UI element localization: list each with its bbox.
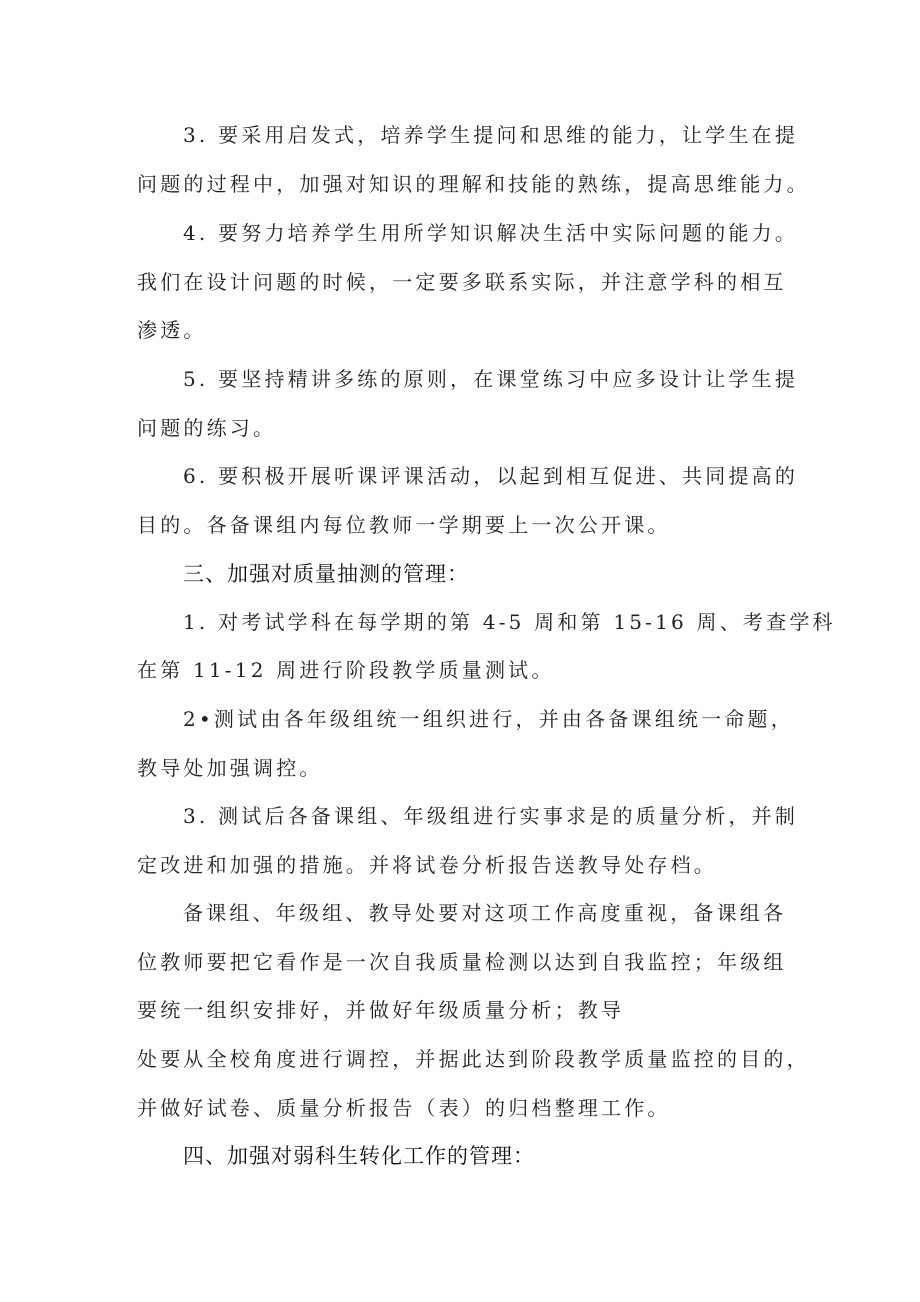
item-2-line-1: 2•测试由各年级组统一组织进行，并由各备课组统一命题， [183, 707, 794, 731]
item-2-line-2: 教导处加强调控。 [137, 756, 323, 780]
paragraph-5-line-2: 问题的练习。 [137, 416, 277, 440]
paragraph-5-line-1: 5. 要坚持精讲多练的原则，在课堂练习中应多设计让学生提 [183, 367, 799, 391]
section-heading-4: 四、加强对弱科生转化工作的管理： [183, 1144, 535, 1168]
summary-line-3: 要统一组织安排好，并做好年级质量分析；教导 [137, 998, 625, 1022]
summary-line-5: 并做好试卷、质量分析报告（表）的归档整理工作。 [137, 1096, 671, 1120]
paragraph-6-line-2: 目的。各备课组内每位教师一学期要上一次公开课。 [137, 513, 671, 537]
paragraph-4-line-1: 4. 要努力培养学生用所学知识解决生活中实际问题的能力。 [183, 221, 799, 245]
summary-line-4: 处要从全校角度进行调控，并据此达到阶段教学质量监控的目的， [137, 1047, 810, 1071]
section-heading-3: 三、加强对质量抽测的管理： [183, 562, 469, 586]
paragraph-6-line-1: 6. 要积极开展听课评课活动，以起到相互促进、共同提高的 [183, 464, 799, 488]
summary-line-2: 位教师要把它看作是一次自我质量检测以达到自我监控；年级组 [137, 950, 787, 974]
item-1-line-1: 1. 对考试学科在每学期的第 4-5 周和第 15-16 周、考查学科 [183, 610, 836, 634]
paragraph-4-line-2: 我们在设计问题的时候，一定要多联系实际，并注意学科的相互 [137, 270, 787, 294]
item-3-line-2: 定改进和加强的措施。并将试卷分析报告送教导处存档。 [137, 853, 717, 877]
paragraph-4-line-3: 渗透。 [137, 318, 207, 342]
item-1-line-2: 在第 11-12 周进行阶段教学质量测试。 [137, 658, 555, 682]
item-3-line-1: 3. 测试后各备课组、年级组进行实事求是的质量分析，并制 [183, 804, 799, 828]
summary-line-1: 备课组、年级组、教导处要对这项工作高度重视，备课组各 [183, 901, 787, 925]
paragraph-3-line-1: 3. 要采用启发式，培养学生提问和思维的能力，让学生在提 [183, 123, 799, 147]
paragraph-3-line-2: 问题的过程中，加强对知识的理解和技能的熟练，提高思维能力。 [137, 172, 810, 196]
